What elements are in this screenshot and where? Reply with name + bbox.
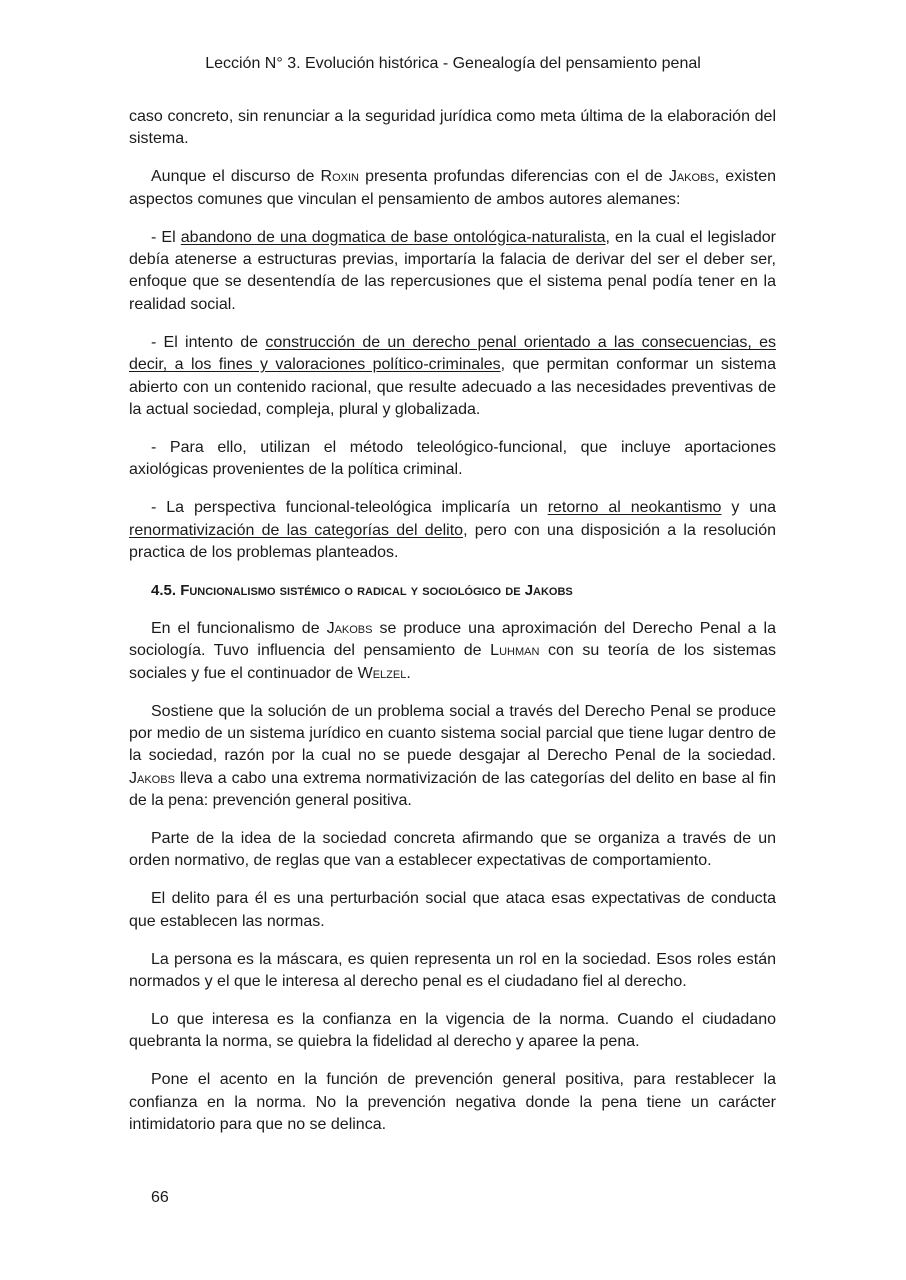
text-run: se produce una aproximación del Derecho Penal a la sociología. Tuvo influencia del pensamiento de bbox=[129, 619, 776, 660]
author-name-roxin: Roxin bbox=[320, 168, 359, 186]
text-run: y una bbox=[721, 499, 777, 517]
text-run: - La perspectiva funcional-teleológica implicaría un bbox=[151, 499, 548, 517]
paragraph-point-construccion bbox=[129, 332, 776, 422]
text-run: Aunque el discurso de bbox=[151, 168, 321, 186]
underlined-phrase: construcción de un derecho penal orientado a las consecuencias, es decir, a los fines y valoraciones político-criminales bbox=[129, 333, 777, 374]
paragraph-delito: El delito para él es una perturbación social que ataca esas expectativas de conducta que establecen las normas. bbox=[129, 890, 776, 930]
text-run: , pero con una disposición a la resolución practica de los problemas planteados. bbox=[129, 521, 777, 561]
text-run: . bbox=[406, 664, 411, 682]
text-run: , existen aspectos comunes que vinculan el pensamiento de ambos autores alemanes: bbox=[129, 168, 776, 208]
text-run: lleva a cabo una extrema normativización de las categorías del delito en base al fin de la pena: prevención general positiva. bbox=[129, 769, 776, 810]
page-content bbox=[129, 106, 776, 1152]
paragraph-roxin-jakobs bbox=[129, 166, 776, 211]
author-name-luhman: Luhman bbox=[490, 642, 540, 660]
paragraph-sostiene bbox=[129, 701, 776, 813]
paragraph-prevencion: Pone el acento en la función de prevención general positiva, para restablecer la confianza en la norma. No la prevención negativa donde la pena tiene un carácter intimidatorio para que no se delinca. bbox=[129, 1071, 776, 1134]
running-header: Lección N° 3. Evolución histórica - Genealogía del pensamiento penal bbox=[205, 55, 701, 72]
text-run: , que permitan conformar un sistema abierto con un contenido racional, que resulte adecuado a las necesidades preventivas de la actual sociedad, compleja, plural y globalizada. bbox=[129, 356, 777, 418]
text-run: - El intento de bbox=[151, 333, 266, 351]
text-run: , en la cual el legislador debía atenerse a estructuras previas, importaría la falacia de derivar del ser el deber ser, enfoque que se desentendía de las repercusiones que el sistema penal podía tener en la realidad social. bbox=[129, 228, 776, 313]
section-title: Funcionalismo sistémico o radical y sociológico de Jakobs bbox=[180, 581, 573, 599]
section-number: 4.5. bbox=[151, 581, 181, 599]
paragraph-point-perspectiva bbox=[129, 497, 776, 564]
text-run: presenta profundas diferencias con el de bbox=[359, 168, 669, 186]
paragraph-persona: La persona es la máscara, es quien representa un rol en la sociedad. Esos roles están normados y el que le interesa al derecho penal es el ciudadano fiel al derecho. bbox=[129, 950, 776, 991]
author-name-welzel: Welzel bbox=[357, 664, 407, 682]
text-run: - El bbox=[151, 228, 181, 246]
author-name-jakobs: Jakobs bbox=[129, 769, 175, 787]
section-heading bbox=[129, 580, 776, 602]
page-number: 66 bbox=[151, 1189, 169, 1206]
author-name-jakobs: Jakobs bbox=[326, 619, 373, 637]
paragraph-continuation: caso concreto, sin renunciar a la seguridad jurídica como meta última de la elaboración del sistema. bbox=[129, 108, 776, 148]
underlined-phrase: renormativización de las categorías del delito bbox=[129, 521, 464, 539]
text-run: Sostiene que la solución de un problema social a través del Derecho Penal se produce por medio de un sistema jurídico en cuanto sistema social parcial que tiene lugar dentro de la sociedad, razón por la cual no se puede desgajar al Derecho Penal de la sociedad. bbox=[129, 702, 776, 765]
text-run: En el funcionalismo de bbox=[151, 619, 327, 637]
underlined-phrase: retorno al neokantismo bbox=[547, 499, 722, 517]
author-name-jakobs: Jakobs bbox=[668, 168, 715, 186]
paragraph-confianza: Lo que interesa es la confianza en la vigencia de la norma. Cuando el ciudadano quebranta la norma, se quiebra la fidelidad al derecho y aparee la pena. bbox=[129, 1011, 776, 1051]
paragraph-point-abandono bbox=[129, 227, 776, 317]
paragraph-funcionalismo bbox=[129, 618, 776, 685]
underlined-phrase: abandono de una dogmatica de base ontológica-naturalista bbox=[180, 228, 606, 246]
paragraph-point-metodo: - Para ello, utilizan el método teleológico-funcional, que incluye aportaciones axiológicas provenientes de la política criminal. bbox=[129, 438, 776, 479]
text-run: con su teoría de los sistemas sociales y fue el continuador de bbox=[129, 642, 777, 682]
paragraph-sociedad: Parte de la idea de la sociedad concreta afirmando que se organiza a través de un orden normativo, de reglas que van a establecer expectativas de comportamiento. bbox=[129, 830, 776, 870]
